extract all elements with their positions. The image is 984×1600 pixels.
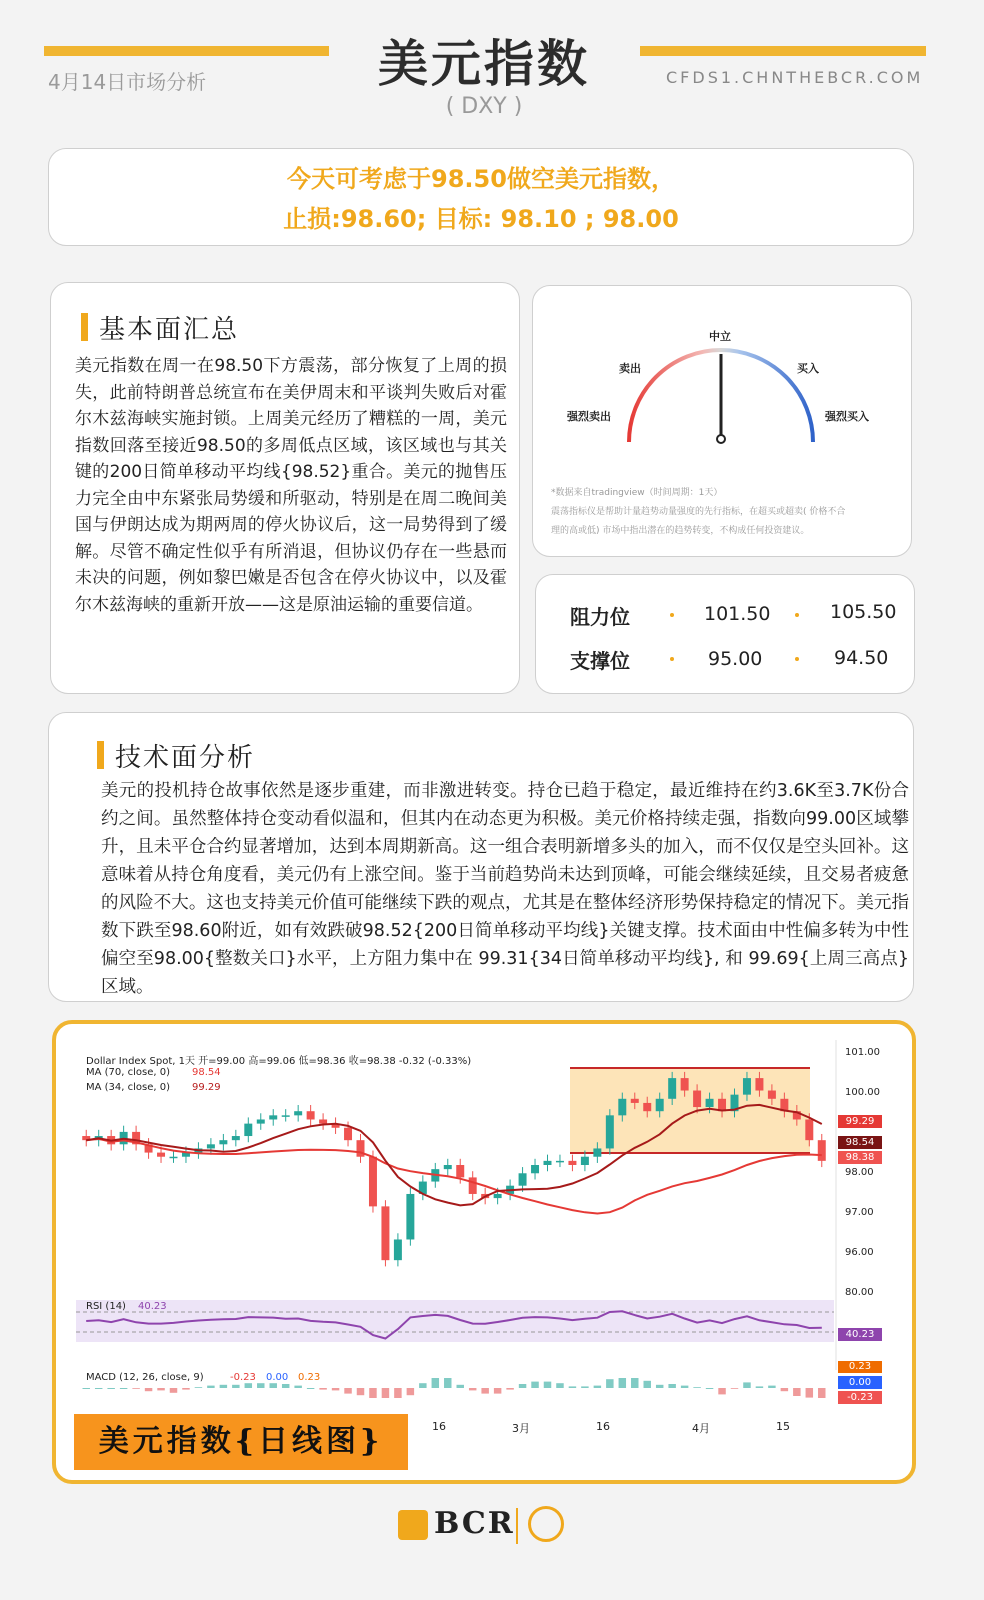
candle-body — [307, 1111, 315, 1119]
fundamental-text: 美元指数在周一在98.50下方震荡，部分恢复了上周的损失，此前特朗普总统宣布在美伊周末和平谈判失败后对霍尔木兹海峡实施封锁。上周美元经历了糟糕的一周，美元指数回落至接近98.50的多周低点区域，该区域也与其关键的200日简单移动平均线{98.52}重合。美元的抛售压力完全由中东紧张局势缓和所驱动，特别是在周二晚间美国与伊朗达成为期两周的停火协议后，这一局势得到了缓解。尽管不确定性似乎有所消退，但协议仍存在一些悬而未决的问题，例如黎巴嫩是否包含在停火协议中，以及霍尔木兹海峡的重新开放——这是原油运输的重要信道。 — [75, 356, 507, 615]
support-label: 支撑位 — [570, 649, 630, 673]
tag-ma70: 98.54 — [838, 1136, 882, 1149]
macd-bar — [344, 1388, 351, 1394]
fundamental-title: 基本面汇总 — [99, 315, 240, 345]
candle-body — [531, 1165, 539, 1173]
macd-value-2: 0.00 — [266, 1372, 289, 1383]
header-left-bar — [44, 46, 329, 56]
macd-bar — [419, 1383, 426, 1388]
recommendation-line-2: 止损:98.60; 目标: 98.10 ; 98.00 — [283, 205, 679, 233]
macd-bar — [132, 1388, 139, 1389]
macd-bar — [656, 1385, 663, 1388]
resistance-label: 阻力位 — [570, 605, 630, 629]
candle-body — [344, 1128, 352, 1140]
gauge-label-strong-buy: 强烈买入 — [825, 410, 869, 423]
tag-rsi: 40.23 — [838, 1328, 882, 1341]
candle-body — [319, 1119, 327, 1123]
fundamental-card — [50, 282, 520, 694]
candle-body — [755, 1078, 763, 1090]
tag-ma34: 99.29 — [838, 1115, 882, 1128]
candle-body — [381, 1206, 389, 1260]
candle-body — [469, 1177, 477, 1194]
candle-body — [232, 1136, 240, 1140]
candle-body — [456, 1165, 464, 1177]
gauge-label-sell: 卖出 — [619, 362, 641, 375]
macd-bar — [706, 1388, 713, 1389]
macd-bar — [407, 1388, 414, 1395]
candle-body — [768, 1091, 776, 1099]
candle-body — [394, 1239, 402, 1260]
ma70-label: MA (70, close, 0) — [86, 1067, 171, 1078]
gauge-note-2: 震荡指标仪是帮助计量趋势动量强度的先行指标，在超买或超卖( 价格不合 — [551, 507, 846, 517]
macd-bar — [245, 1383, 252, 1388]
macd-value-1: -0.23 — [230, 1372, 256, 1383]
bullet-dot — [670, 657, 674, 661]
levels-card — [535, 574, 915, 694]
page-title: 美元指数 — [378, 35, 590, 93]
macd-bar — [743, 1382, 750, 1388]
candle-body — [556, 1161, 564, 1163]
price-tick-3: 98.00 — [845, 1167, 874, 1178]
candle-body — [593, 1148, 601, 1156]
chart-caption: 美元指数{日线图} — [74, 1414, 408, 1470]
bullet-dot — [795, 613, 799, 617]
macd-bar — [519, 1384, 526, 1388]
macd-bar — [120, 1388, 127, 1389]
macd-bar — [456, 1385, 463, 1388]
macd-bar — [382, 1388, 389, 1398]
candle-body — [743, 1078, 751, 1095]
candle-body — [257, 1119, 265, 1123]
macd-bar — [569, 1386, 576, 1388]
gauge-note-1: *数据来自tradingview（时间周期：1天） — [551, 488, 723, 498]
candle-body — [219, 1140, 227, 1144]
candle-body — [618, 1099, 626, 1116]
macd-bar — [793, 1388, 800, 1396]
x-label-2: 16 — [596, 1420, 610, 1433]
resistance-2: 105.50 — [830, 601, 897, 623]
macd-bar — [643, 1381, 650, 1388]
alpha-hub-logo — [528, 1506, 564, 1542]
macd-bar — [369, 1388, 376, 1398]
macd-bar — [182, 1388, 189, 1390]
x-label-0: 16 — [432, 1420, 446, 1433]
rsi-value: 40.23 — [138, 1301, 167, 1312]
bullet-dot — [795, 657, 799, 661]
macd-bar — [469, 1388, 476, 1390]
macd-bar — [619, 1378, 626, 1388]
candle-body — [269, 1115, 277, 1119]
gauge-label-strong-sell: 强烈卖出 — [567, 410, 611, 423]
macd-bar — [531, 1382, 538, 1388]
macd-bar — [818, 1388, 825, 1398]
macd-bar — [506, 1388, 513, 1390]
candle-body — [157, 1153, 165, 1157]
resistance-1: 101.50 — [704, 603, 771, 625]
candle-body — [706, 1099, 714, 1107]
technical-text: 美元的投机持仓故事依然是逐步重建，而非激进转变。持仓已趋于稳定，最近维持在约3.6K至3.7K份合约之间。虽然整体持仓变动看似温和，但其内在动态更为积极。美元价格持续走强，指数向99.00区域攀升，且未平仓合约显著增加，达到本周期新高。这一组合表明新增多头的加入，而不仅仅是空头回补。这意味着从持仓角度看，美元仍有上涨空间。鉴于当前趋势尚未达到顶峰，可能会继续延续，且交易者疲惫的风险不大。这也支持美元价值可能继续下跌的观点，尤其是在整体经济形势保持稳定的情况下。美元指数下跌至98.60附近，如有效跌破98.52{200日简单移动平均线}关键支撑。技术面由中性偏多转为中性偏空至98.00{整数关口}水平，上方阻力集中在 99.31{34日简单移动平均线}, 和 99.69{上周三高点}区域。 — [101, 781, 909, 997]
macd-bar — [195, 1387, 202, 1388]
ma34-value: 99.29 — [192, 1082, 221, 1093]
site-url: CFDS1.CHNTHEBCR.COM — [666, 68, 924, 87]
candle-body — [406, 1194, 414, 1240]
candle-body — [818, 1140, 826, 1161]
recommendation-line-1: 今天可考虑于98.50做空美元指数， — [287, 165, 675, 193]
macd-bar — [668, 1384, 675, 1388]
price-tick-5: 96.00 — [845, 1247, 874, 1258]
candle-body — [656, 1099, 664, 1111]
macd-bar — [95, 1388, 102, 1389]
macd-bar — [170, 1388, 177, 1393]
macd-bar — [269, 1383, 276, 1388]
macd-bar — [282, 1384, 289, 1388]
candle-body — [581, 1157, 589, 1165]
macd-bar — [756, 1386, 763, 1388]
gauge-label-buy: 买入 — [797, 362, 819, 375]
candle-body — [668, 1078, 676, 1099]
macd-bar — [107, 1388, 114, 1389]
macd-label: MACD (12, 26, close, 9) — [86, 1372, 204, 1383]
support-1: 95.00 — [708, 648, 763, 670]
section-marker — [81, 313, 88, 341]
macd-bar — [220, 1385, 227, 1388]
candle-body — [444, 1165, 452, 1169]
macd-value-3: 0.23 — [298, 1372, 321, 1383]
candle-body — [631, 1099, 639, 1103]
macd-bar — [307, 1388, 314, 1389]
macd-bar — [693, 1387, 700, 1388]
candle-body — [294, 1111, 302, 1115]
gauge-card — [532, 285, 912, 557]
technical-card — [48, 712, 914, 1002]
page-subtitle: ( DXY ) — [445, 94, 523, 119]
gauge-label-neutral: 中立 — [709, 330, 731, 343]
macd-bar — [681, 1386, 688, 1388]
technical-title: 技术面分析 — [115, 743, 256, 773]
macd-bar — [394, 1388, 401, 1398]
x-label-3: 4月 — [692, 1422, 710, 1435]
macd-bar — [232, 1385, 239, 1388]
macd-bar — [357, 1388, 364, 1395]
macd-bar — [444, 1378, 451, 1388]
macd-bar — [157, 1388, 164, 1390]
macd-bar — [82, 1388, 89, 1389]
candle-body — [693, 1091, 701, 1108]
ma34-label: MA (34, close, 0) — [86, 1082, 171, 1093]
macd-bar — [768, 1386, 775, 1388]
ma70-value: 98.54 — [192, 1067, 221, 1078]
macd-bar — [806, 1388, 813, 1398]
gauge-note-3: 理的高或低) 市场中指出潜在的趋势转变，不构成任何投资建议。 — [551, 526, 810, 536]
tag-macd-3: -0.23 — [838, 1391, 882, 1404]
rsi-label: RSI (14) — [86, 1301, 126, 1312]
support-2: 94.50 — [834, 647, 889, 669]
candle-body — [170, 1157, 178, 1159]
tag-close: 98.38 — [838, 1151, 882, 1164]
candle-body — [207, 1144, 215, 1148]
macd-bar — [319, 1388, 326, 1390]
macd-bar — [556, 1383, 563, 1388]
price-tick-4: 97.00 — [845, 1207, 874, 1218]
candle-body — [568, 1161, 576, 1165]
tag-macd-1: 0.23 — [838, 1361, 882, 1373]
candle-body — [681, 1078, 689, 1090]
candle-body — [282, 1115, 290, 1117]
recommendation-card — [48, 148, 914, 246]
macd-bar — [294, 1386, 301, 1388]
macd-bar — [481, 1388, 488, 1394]
macd-bar — [432, 1378, 439, 1388]
candle-body — [805, 1119, 813, 1140]
logo-divider — [516, 1508, 518, 1544]
candle-body — [519, 1173, 527, 1185]
macd-bar — [207, 1386, 214, 1388]
x-label-1: 3月 — [512, 1422, 530, 1435]
macd-bar — [781, 1388, 788, 1391]
macd-bar — [581, 1386, 588, 1388]
macd-bar — [631, 1378, 638, 1388]
macd-bar — [257, 1383, 264, 1388]
candle-body — [643, 1103, 651, 1111]
candle-body — [494, 1194, 502, 1198]
bcr-logo-mark — [398, 1510, 428, 1540]
rsi-tick: 80.00 — [845, 1287, 874, 1298]
macd-bar — [594, 1386, 601, 1388]
header-right-bar — [640, 46, 926, 56]
macd-bar — [332, 1388, 339, 1390]
chart-info: Dollar Index Spot, 1天 开=99.00 高=99.06 低=98.36 收=98.38 -0.32 (-0.33%) — [86, 1056, 472, 1067]
tag-macd-2: 0.00 — [838, 1376, 882, 1389]
candle-body — [244, 1124, 252, 1136]
section-marker — [97, 741, 104, 769]
macd-bar — [731, 1388, 738, 1389]
macd-bar — [718, 1388, 725, 1394]
macd-bar — [494, 1388, 501, 1394]
candle-body — [369, 1157, 377, 1207]
bullet-dot — [670, 613, 674, 617]
macd-bar — [145, 1388, 152, 1391]
bcr-logo: BCR — [434, 1506, 515, 1541]
x-label-4: 15 — [776, 1420, 790, 1433]
macd-bar — [544, 1382, 551, 1388]
price-tick-0: 101.00 — [845, 1047, 880, 1058]
macd-bar — [606, 1379, 613, 1388]
gauge-pivot — [717, 435, 725, 443]
report-date: 4月14日市场分析 — [48, 70, 207, 94]
price-tick-1: 100.00 — [845, 1087, 880, 1098]
candle-body — [606, 1115, 614, 1148]
candle-body — [544, 1161, 552, 1165]
